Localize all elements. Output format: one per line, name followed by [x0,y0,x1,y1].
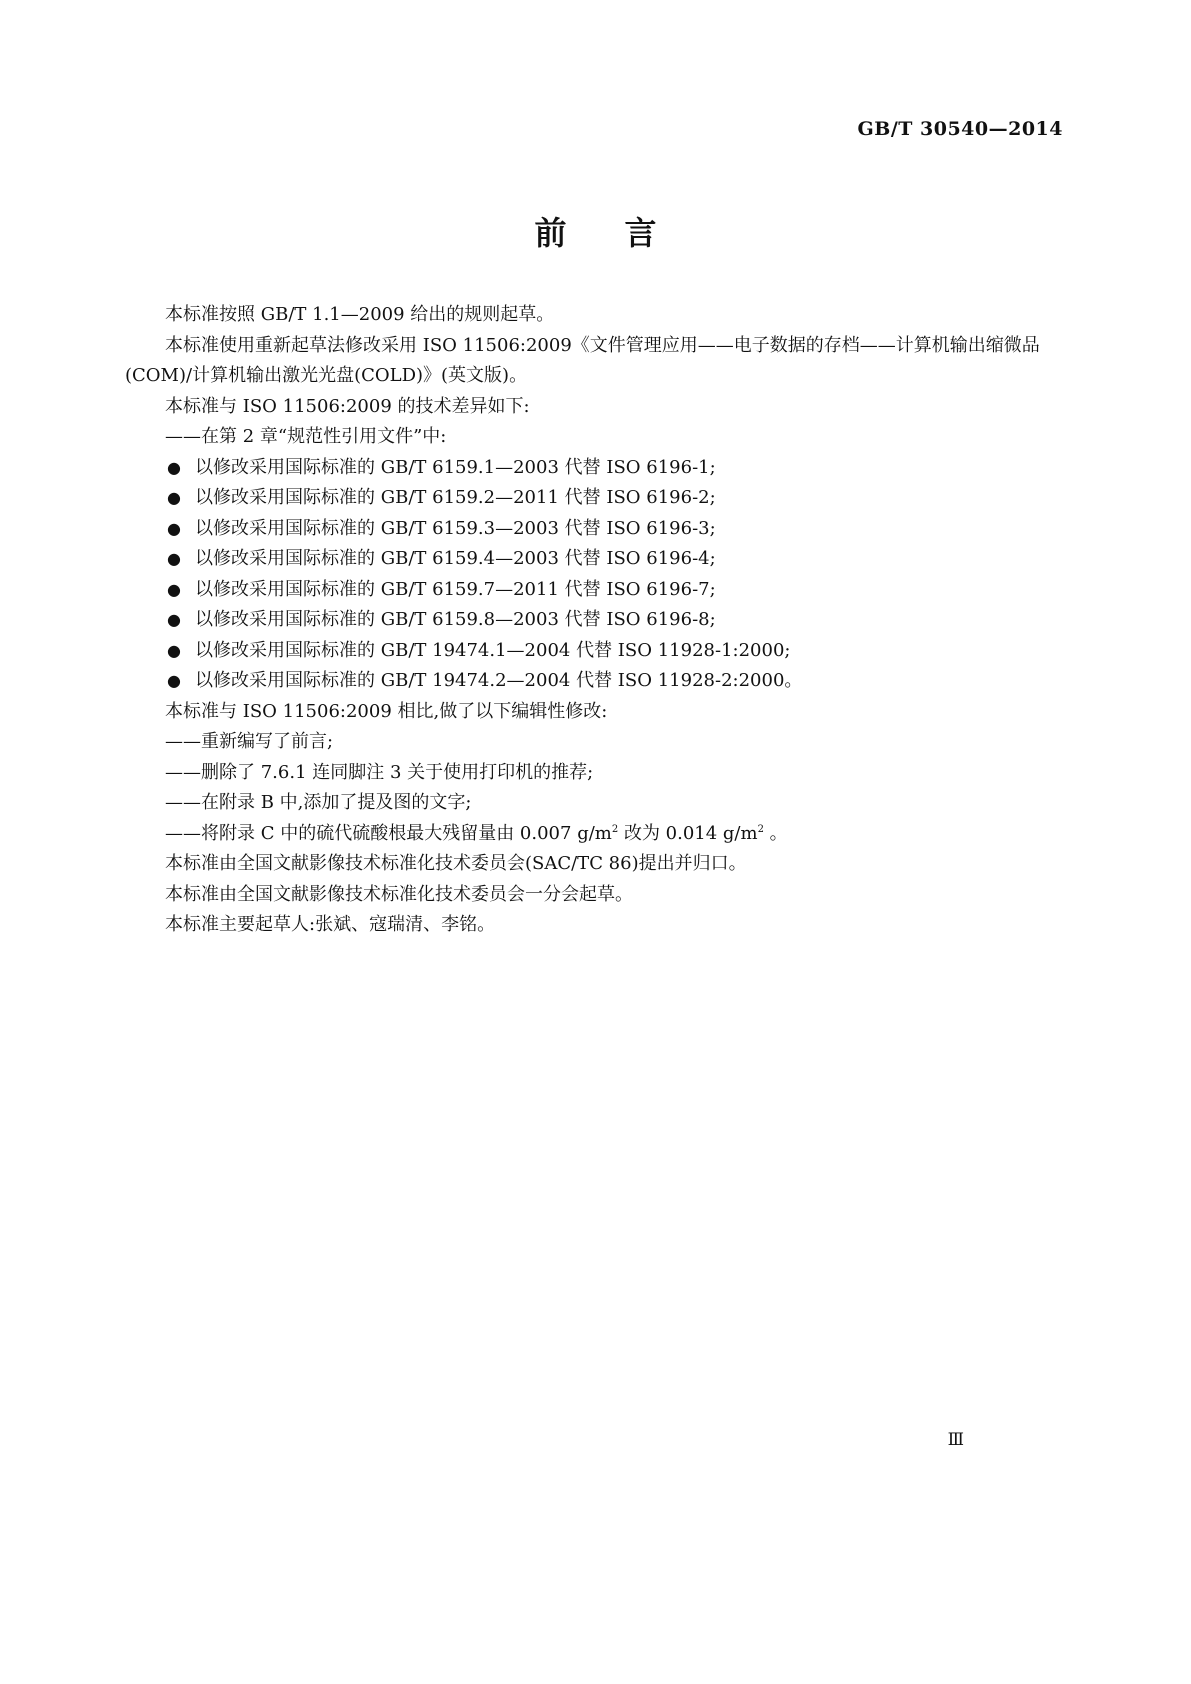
list-item-text: 以修改采用国际标准的 GB/T 6159.7—2011 代替 ISO 6196-7; [195,578,716,600]
list-item [125,514,1065,545]
superscript: 2 [757,823,764,835]
bullet-icon: ● [167,549,181,568]
bullet-list [125,453,1065,697]
editorial-text-suffix: 。 [763,822,788,844]
paragraph-adoption: 本标准使用重新起草法修改采用 ISO 11506:2009《文件管理应用——电子数据的存档——计算机输出缩微品(COM)/计算机输出激光光盘(COLD)》(英文版)。 [125,334,1040,386]
editorial-item: ——在附录 B 中,添加了提及图的文字; [165,792,472,813]
editorial-item-thiosulfate [125,819,1065,850]
document-body [125,300,1065,941]
bullet-icon: ● [167,671,181,690]
editorial-item: ——重新编写了前言; [165,731,334,752]
bullet-icon: ● [167,579,181,599]
list-item [125,575,1065,606]
list-item [125,666,1065,697]
bullet-icon: ● [167,610,181,629]
bullet-icon: ● [167,457,181,477]
list-item-text: 以修改采用国际标准的 GB/T 6159.1—2003 代替 ISO 6196-1; [195,456,716,478]
list-item-text: 以修改采用国际标准的 GB/T 6159.4—2003 代替 ISO 6196-4; [195,548,716,569]
list-item-text: 以修改采用国际标准的 GB/T 19474.2—2004 代替 ISO 11928-2:2000。 [195,670,803,691]
editorial-text-middle: 改为 0.014 g/m [618,822,758,844]
editorial-item: ——删除了 7.6.1 连同脚注 3 关于使用打印机的推荐; [165,761,594,783]
page-number: Ⅲ [947,1430,963,1450]
standard-number: GB/T 30540—2014 [857,118,1063,140]
paragraph-editorial-intro: 本标准与 ISO 11506:2009 相比,做了以下编辑性修改: [165,700,608,722]
paragraph-proposer: 本标准由全国文献影像技术标准化技术委员会(SAC/TC 86)提出并归口。 [165,853,747,874]
editorial-text-prefix: ——将附录 C 中的硫代硫酸根最大残留量由 0.007 g/m [165,822,612,844]
paragraph-drafters: 本标准主要起草人:张斌、寇瑞清、李铭。 [165,914,496,935]
list-item [125,605,1065,636]
list-item-text: 以修改采用国际标准的 GB/T 6159.2—2011 代替 ISO 6196-2; [195,487,716,508]
superscript: 2 [611,823,619,835]
paragraph-technical-differences: 本标准与 ISO 11506:2009 的技术差异如下: [165,395,530,417]
bullet-icon: ● [167,640,181,660]
list-item-text: 以修改采用国际标准的 GB/T 6159.8—2003 代替 ISO 6196-8; [195,609,716,630]
list-item [125,636,1065,667]
list-item [125,483,1065,514]
paragraph-chapter2-intro: ——在第 2 章“规范性引用文件”中: [165,426,447,447]
paragraph-drafting-unit: 本标准由全国文献影像技术标准化技术委员会一分会起草。 [165,883,633,905]
list-item-text: 以修改采用国际标准的 GB/T 19474.1—2004 代替 ISO 11928-1:2000; [195,639,791,661]
list-item [125,544,1065,575]
list-item [125,453,1065,484]
paragraph-drafting-rules: 本标准按照 GB/T 1.1—2009 给出的规则起草。 [165,304,555,325]
list-item-text: 以修改采用国际标准的 GB/T 6159.3—2003 代替 ISO 6196-3; [195,517,716,539]
page-title: 前言 [534,214,715,252]
bullet-icon: ● [167,488,181,507]
bullet-icon: ● [167,518,181,538]
